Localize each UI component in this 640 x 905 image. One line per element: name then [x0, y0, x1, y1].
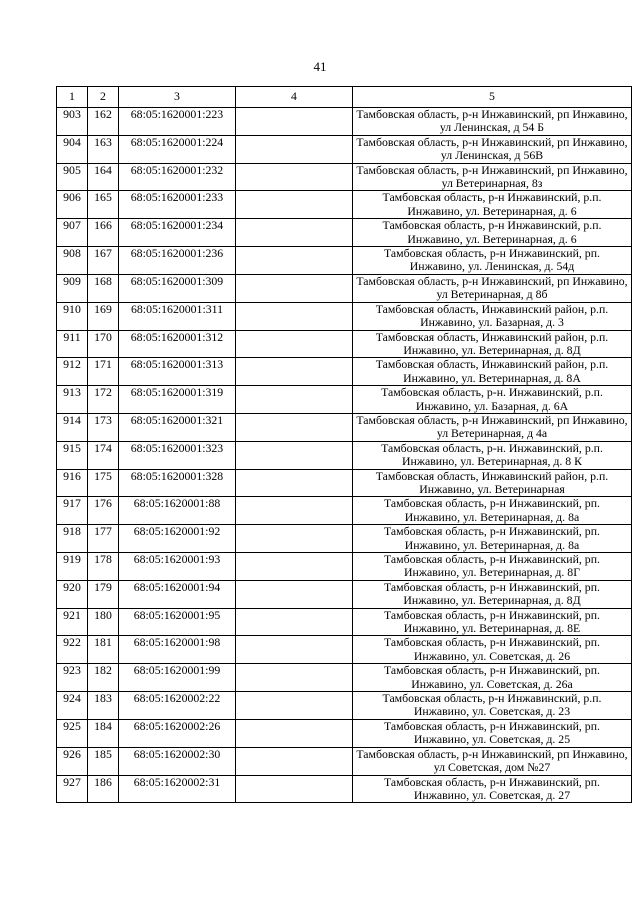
table-row	[57, 247, 632, 275]
column-header: 2	[88, 87, 119, 108]
column-4-cell	[236, 108, 353, 136]
cadastral-number-cell: 68:05:1620001:321	[119, 413, 236, 441]
cadastral-number-cell: 68:05:1620001:92	[119, 525, 236, 553]
address-cell: Тамбовская область, р-н Инжавинский, рп Инжавино, ул Ленинская, д 56В	[353, 135, 632, 163]
table-row	[57, 413, 632, 441]
table-row	[57, 302, 632, 330]
cadastral-number-cell: 68:05:1620001:232	[119, 163, 236, 191]
address-cell: Тамбовская область, р-н. Инжавинский, р.п. Инжавино, ул. Базарная, д. 6А	[353, 386, 632, 414]
row-number-cell: 922	[57, 636, 88, 664]
table-row	[57, 219, 632, 247]
column-4-cell	[236, 386, 353, 414]
column-4-cell	[236, 302, 353, 330]
cadastral-number-cell: 68:05:1620001:319	[119, 386, 236, 414]
column-4-cell	[236, 163, 353, 191]
column-4-cell	[236, 664, 353, 692]
row-number-cell: 920	[57, 580, 88, 608]
row-number-cell: 914	[57, 413, 88, 441]
column-4-cell	[236, 525, 353, 553]
header-row	[57, 87, 632, 108]
column-4-cell	[236, 692, 353, 720]
item-number-cell: 168	[88, 274, 119, 302]
table-body	[57, 108, 632, 803]
item-number-cell: 164	[88, 163, 119, 191]
column-4-cell	[236, 608, 353, 636]
table-row	[57, 719, 632, 747]
row-number-cell: 921	[57, 608, 88, 636]
address-cell: Тамбовская область, р-н Инжавинский, рп Инжавино, ул Ветеринарная, д 4а	[353, 413, 632, 441]
address-cell: Тамбовская область, р-н Инжавинский, рп Инжавино, ул Ветеринарная, д 8б	[353, 274, 632, 302]
row-number-cell: 926	[57, 747, 88, 775]
row-number-cell: 910	[57, 302, 88, 330]
row-number-cell: 907	[57, 219, 88, 247]
address-cell: Тамбовская область, р-н Инжавинский, р.п. Инжавино, ул. Ветеринарная, д. 6	[353, 191, 632, 219]
row-number-cell: 924	[57, 692, 88, 720]
cadastral-number-cell: 68:05:1620002:26	[119, 719, 236, 747]
cadastral-number-cell: 68:05:1620002:31	[119, 775, 236, 803]
cadastral-number-cell: 68:05:1620001:94	[119, 580, 236, 608]
cadastral-number-cell: 68:05:1620001:224	[119, 135, 236, 163]
column-4-cell	[236, 413, 353, 441]
column-4-cell	[236, 247, 353, 275]
address-cell: Тамбовская область, р-н Инжавинский, рп. Инжавино, ул. Советская, д. 26	[353, 636, 632, 664]
table-row	[57, 692, 632, 720]
item-number-cell: 173	[88, 413, 119, 441]
cadastral-number-cell: 68:05:1620001:93	[119, 553, 236, 581]
table-row	[57, 274, 632, 302]
cadastral-number-cell: 68:05:1620001:223	[119, 108, 236, 136]
table-row	[57, 580, 632, 608]
row-number-cell: 912	[57, 358, 88, 386]
address-cell: Тамбовская область, р-н Инжавинский, рп. Инжавино, ул. Ветеринарная, д. 8Е	[353, 608, 632, 636]
row-number-cell: 923	[57, 664, 88, 692]
registry-table	[56, 86, 632, 803]
column-header: 5	[353, 87, 632, 108]
row-number-cell: 915	[57, 441, 88, 469]
item-number-cell: 163	[88, 135, 119, 163]
address-cell: Тамбовская область, р-н Инжавинский, рп. Инжавино, ул. Советская, д. 26а	[353, 664, 632, 692]
cadastral-number-cell: 68:05:1620001:323	[119, 441, 236, 469]
address-cell: Тамбовская область, р-н Инжавинский, рп. Инжавино, ул. Ленинская, д. 54д	[353, 247, 632, 275]
cadastral-number-cell: 68:05:1620001:309	[119, 274, 236, 302]
cadastral-number-cell: 68:05:1620001:95	[119, 608, 236, 636]
address-cell: Тамбовская область, р-н Инжавинский, рп. Инжавино, ул. Ветеринарная, д. 8а	[353, 497, 632, 525]
cadastral-number-cell: 68:05:1620001:236	[119, 247, 236, 275]
column-header: 3	[119, 87, 236, 108]
column-4-cell	[236, 358, 353, 386]
address-cell: Тамбовская область, р-н Инжавинский, р.п. Инжавино, ул. Советская, д. 23	[353, 692, 632, 720]
table-row	[57, 664, 632, 692]
cadastral-number-cell: 68:05:1620001:312	[119, 330, 236, 358]
table-row	[57, 525, 632, 553]
cadastral-number-cell: 68:05:1620002:22	[119, 692, 236, 720]
column-header: 4	[236, 87, 353, 108]
table-row	[57, 386, 632, 414]
table-row	[57, 608, 632, 636]
address-cell: Тамбовская область, р-н Инжавинский, рп Инжавино, ул Ветеринарная, 8з	[353, 163, 632, 191]
column-4-cell	[236, 191, 353, 219]
column-4-cell	[236, 469, 353, 497]
item-number-cell: 179	[88, 580, 119, 608]
item-number-cell: 177	[88, 525, 119, 553]
address-cell: Тамбовская область, р-н Инжавинский, рп. Инжавино, ул. Ветеринарная, д. 8а	[353, 525, 632, 553]
row-number-cell: 911	[57, 330, 88, 358]
cadastral-number-cell: 68:05:1620001:233	[119, 191, 236, 219]
address-cell: Тамбовская область, р-н Инжавинский, рп Инжавино, ул Ленинская, д 54 Б	[353, 108, 632, 136]
address-cell: Тамбовская область, Инжавинский район, р.п. Инжавино, ул. Ветеринарная	[353, 469, 632, 497]
row-number-cell: 913	[57, 386, 88, 414]
row-number-cell: 917	[57, 497, 88, 525]
column-4-cell	[236, 747, 353, 775]
table-row	[57, 747, 632, 775]
item-number-cell: 180	[88, 608, 119, 636]
row-number-cell: 905	[57, 163, 88, 191]
column-4-cell	[236, 636, 353, 664]
table-row	[57, 191, 632, 219]
column-4-cell	[236, 775, 353, 803]
item-number-cell: 172	[88, 386, 119, 414]
table-row	[57, 108, 632, 136]
item-number-cell: 162	[88, 108, 119, 136]
table-row	[57, 553, 632, 581]
table-row	[57, 330, 632, 358]
item-number-cell: 169	[88, 302, 119, 330]
address-cell: Тамбовская область, р-н Инжавинский, р.п. Инжавино, ул. Ветеринарная, д. 6	[353, 219, 632, 247]
item-number-cell: 166	[88, 219, 119, 247]
row-number-cell: 916	[57, 469, 88, 497]
address-cell: Тамбовская область, р-н Инжавинский, рп. Инжавино, ул. Ветеринарная, д. 8Г	[353, 553, 632, 581]
column-4-cell	[236, 497, 353, 525]
row-number-cell: 909	[57, 274, 88, 302]
row-number-cell: 908	[57, 247, 88, 275]
page-number: 41	[313, 59, 327, 74]
column-4-cell	[236, 719, 353, 747]
address-cell: Тамбовская область, р-н. Инжавинский, р.п. Инжавино, ул. Ветеринарная, д. 8 К	[353, 441, 632, 469]
table-row	[57, 497, 632, 525]
cadastral-number-cell: 68:05:1620001:311	[119, 302, 236, 330]
row-number-cell: 919	[57, 553, 88, 581]
item-number-cell: 176	[88, 497, 119, 525]
item-number-cell: 178	[88, 553, 119, 581]
cadastral-number-cell: 68:05:1620002:30	[119, 747, 236, 775]
cadastral-number-cell: 68:05:1620001:88	[119, 497, 236, 525]
item-number-cell: 182	[88, 664, 119, 692]
row-number-cell: 925	[57, 719, 88, 747]
column-4-cell	[236, 219, 353, 247]
address-cell: Тамбовская область, р-н Инжавинский, рп Инжавино, ул Советская, дом №27	[353, 747, 632, 775]
cadastral-number-cell: 68:05:1620001:328	[119, 469, 236, 497]
address-cell: Тамбовская область, р-н Инжавинский, рп. Инжавино, ул. Советская, д. 27	[353, 775, 632, 803]
column-header: 1	[57, 87, 88, 108]
item-number-cell: 185	[88, 747, 119, 775]
item-number-cell: 170	[88, 330, 119, 358]
column-4-cell	[236, 274, 353, 302]
item-number-cell: 184	[88, 719, 119, 747]
table-row	[57, 469, 632, 497]
row-number-cell: 906	[57, 191, 88, 219]
cadastral-number-cell: 68:05:1620001:99	[119, 664, 236, 692]
column-4-cell	[236, 553, 353, 581]
table-row	[57, 441, 632, 469]
address-cell: Тамбовская область, Инжавинский район, р.п. Инжавино, ул. Ветеринарная, д. 8Д	[353, 330, 632, 358]
item-number-cell: 171	[88, 358, 119, 386]
row-number-cell: 904	[57, 135, 88, 163]
item-number-cell: 165	[88, 191, 119, 219]
row-number-cell: 903	[57, 108, 88, 136]
address-cell: Тамбовская область, р-н Инжавинский, рп. Инжавино, ул. Ветеринарная, д. 8Д	[353, 580, 632, 608]
column-4-cell	[236, 330, 353, 358]
column-4-cell	[236, 580, 353, 608]
item-number-cell: 183	[88, 692, 119, 720]
table-row	[57, 775, 632, 803]
cadastral-number-cell: 68:05:1620001:98	[119, 636, 236, 664]
cadastral-number-cell: 68:05:1620001:313	[119, 358, 236, 386]
item-number-cell: 175	[88, 469, 119, 497]
item-number-cell: 174	[88, 441, 119, 469]
table-row	[57, 135, 632, 163]
row-number-cell: 927	[57, 775, 88, 803]
column-4-cell	[236, 441, 353, 469]
cadastral-number-cell: 68:05:1620001:234	[119, 219, 236, 247]
row-number-cell: 918	[57, 525, 88, 553]
table-row	[57, 636, 632, 664]
item-number-cell: 186	[88, 775, 119, 803]
table-row	[57, 358, 632, 386]
table-row	[57, 163, 632, 191]
column-4-cell	[236, 135, 353, 163]
address-cell: Тамбовская область, Инжавинский район, р.п. Инжавино, ул. Ветеринарная, д. 8А	[353, 358, 632, 386]
item-number-cell: 181	[88, 636, 119, 664]
item-number-cell: 167	[88, 247, 119, 275]
address-cell: Тамбовская область, Инжавинский район, р.п. Инжавино, ул. Базарная, д. 3	[353, 302, 632, 330]
address-cell: Тамбовская область, р-н Инжавинский, рп. Инжавино, ул. Советская, д. 25	[353, 719, 632, 747]
